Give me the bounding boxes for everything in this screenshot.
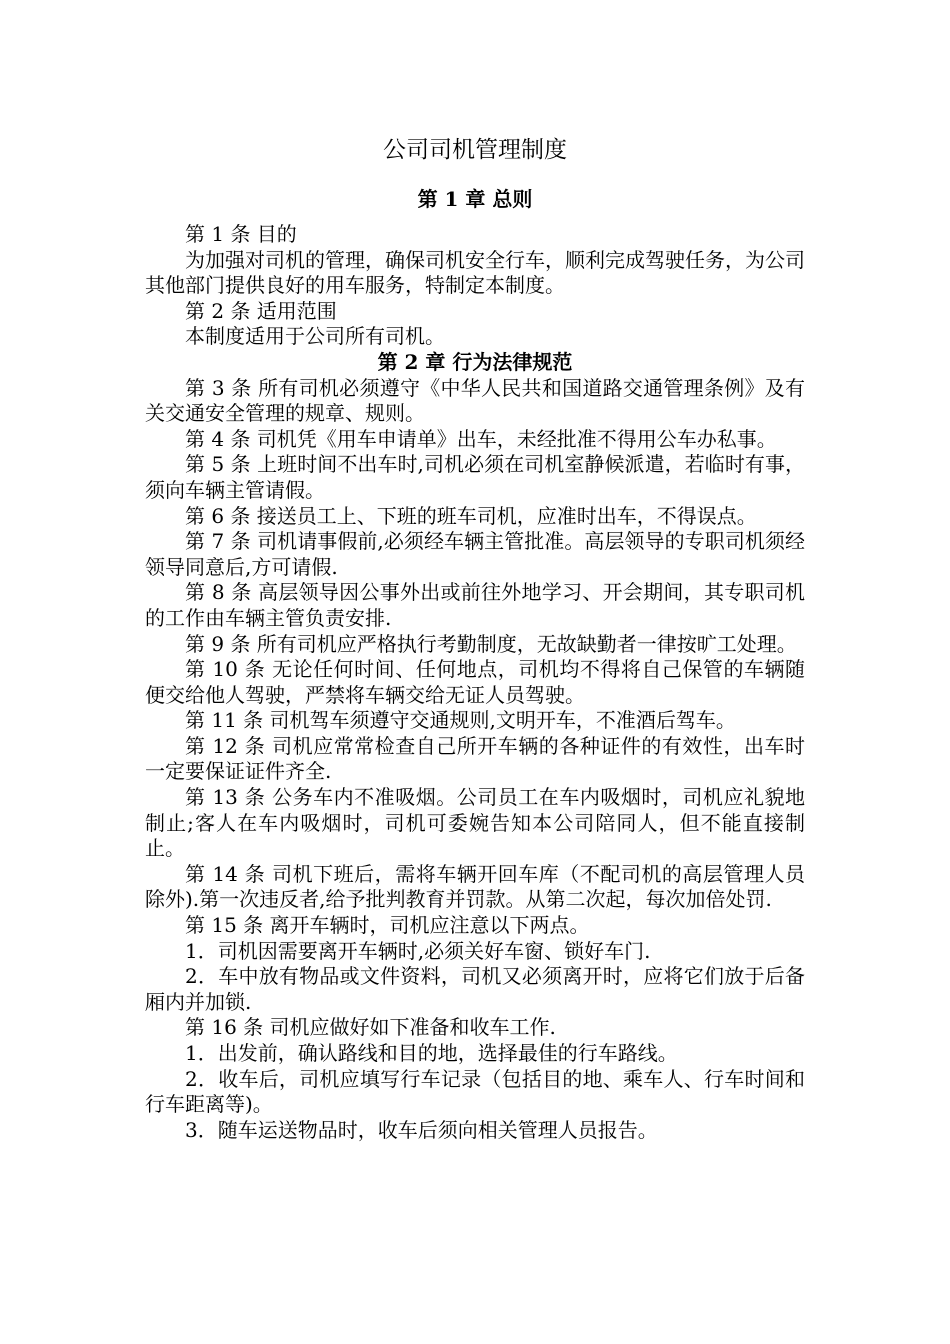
chapter-1-heading: 第 1 章 总则 (417, 187, 533, 211)
article-14: 第 14 条 司机下班后，需将车辆开回车库（不配司机的高层管理人员除外).第一次违反者,给予批判教育并罚款。从第二次起，每次加倍处罚. (145, 861, 805, 912)
article-9: 第 9 条 所有司机应严格执行考勤制度，无故缺勤者一律按旷工处理。 (185, 631, 797, 656)
article-13: 第 13 条 公务车内不准吸烟。公司员工在车内吸烟时，司机应礼貌地制止;客人在车内吸烟时，司机可委婉告知本公司陪同人，但不能直接制止。 (145, 785, 805, 861)
article-1-title: 第 1 条 目的 (185, 222, 297, 246)
article-10: 第 10 条 无论任何时间、任何地点，司机均不得将自己保管的车辆随便交给他人驾驶，严禁将车辆交给无证人员驾驶。 (145, 657, 805, 707)
article-1-text: 为加强对司机的管理，确保司机安全行车，顺利完成驾驶任务，为公司其他部门提供良好的用车服务，特制定本制度。 (145, 247, 805, 298)
article-5: 第 5 条 上班时间不出车时,司机必须在司机室静候派遣，若临时有事，须向车辆主管请假。 (145, 452, 805, 502)
article-16-item-3: 3．随车运送物品时，收车后须向相关管理人员报告。 (185, 1117, 658, 1142)
article-15-item-2: 2．车中放有物品或文件资料，司机又必须离开时，应将它们放于后备厢内并加锁. (145, 964, 805, 1014)
article-8: 第 8 条 高层领导因公事外出或前往外地学习、开会期间，其专职司机的工作由车辆主管负责安排. (145, 580, 805, 630)
article-12: 第 12 条 司机应常常检查自己所开车辆的各种证件的有效性，出车时一定要保证证件齐全. (145, 733, 805, 784)
article-2-text: 本制度适用于公司所有司机。 (185, 324, 445, 349)
article-7: 第 7 条 司机请事假前,必须经车辆主管批准。高层领导的专职司机须经领导同意后,方可请假. (145, 529, 805, 579)
document-title: 公司司机管理制度 (383, 137, 567, 163)
article-15-item-1: 1．司机因需要离开车辆时,必须关好车窗、锁好车门. (185, 938, 651, 963)
article-2-title: 第 2 条 适用范围 (185, 298, 337, 323)
article-15: 第 15 条 离开车辆时，司机应注意以下两点。 (185, 913, 590, 938)
document-body (145, 222, 805, 1143)
article-16-item-2: 2．收车后，司机应填写行车记录（包括目的地、乘车人、行车时间和行车距离等)。 (145, 1066, 805, 1117)
article-16: 第 16 条 司机应做好如下准备和收车工作. (185, 1015, 556, 1040)
article-4: 第 4 条 司机凭《用车申请单》出车，未经批准不得用公车办私事。 (185, 426, 777, 451)
article-16-item-1: 1．出发前，确认路线和目的地，选择最佳的行车路线。 (185, 1041, 678, 1065)
article-6: 第 6 条 接送员工上、下班的班车司机，应准时出车，不得误点。 (185, 503, 757, 528)
article-3: 第 3 条 所有司机必须遵守《中华人民共和国道路交通管理条例》及有关交通安全管理的规章、规则。 (145, 375, 805, 426)
article-11: 第 11 条 司机驾车须遵守交通规则,文明开车，不准酒后驾车。 (185, 708, 736, 733)
chapter-2-heading: 第 2 章 行为法律规范 (377, 349, 573, 374)
